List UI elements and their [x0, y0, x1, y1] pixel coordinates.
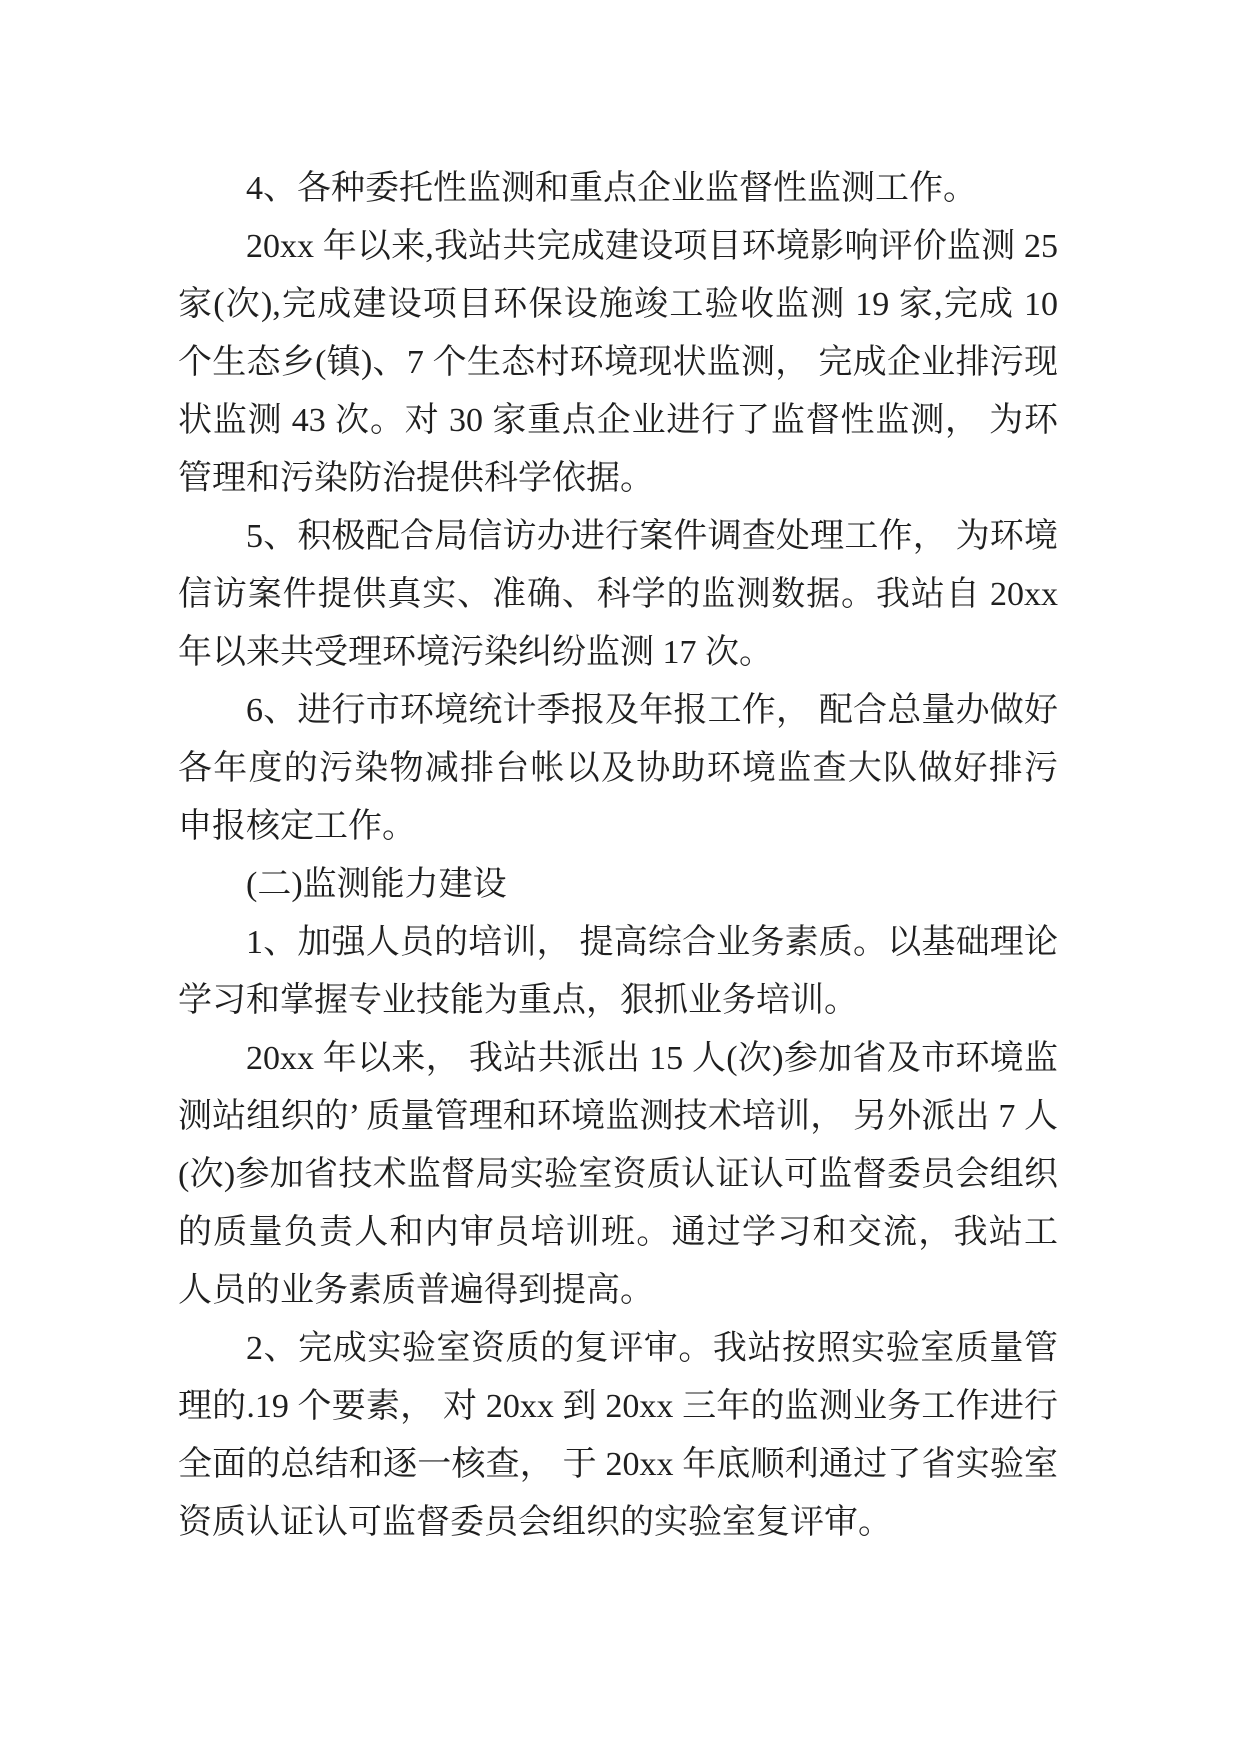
text-line: 管理和污染防治提供科学依据。: [178, 460, 654, 497]
text-line: 人员的业务素质普遍得到提高。: [178, 1272, 654, 1309]
text-line: 4、各种委托性监测和重点企业监督性监测工作。: [246, 170, 977, 207]
paragraph: [178, 1030, 1058, 1320]
text-line: 各年度的污染物减排台帐以及协助环境监查大队做好排污: [178, 750, 1058, 787]
text-line: 1、加强人员的培训， 提高综合业务素质。以基础理论: [246, 924, 1058, 961]
text-line: 年以来共受理环境污染纠纷监测 17 次。: [178, 634, 773, 671]
text-line: 学习和掌握专业技能为重点，狠抓业务培训。: [178, 982, 858, 1019]
document-text-content: [178, 160, 1058, 1552]
paragraph: [178, 160, 1058, 218]
text-line: 测站组织的’ 质量管理和环境监测技术培训， 另外派出 7 人: [178, 1098, 1058, 1135]
text-line: 的质量负责人和内审员培训班。通过学习和交流，我站工: [178, 1214, 1058, 1251]
text-line: 申报核定工作。: [178, 808, 416, 845]
text-line: 20xx 年以来， 我站共派出 15 人(次)参加省及市环境监: [246, 1040, 1058, 1077]
text-line: 资质认证认可监督委员会组织的实验室复评审。: [178, 1504, 892, 1541]
text-line: (次)参加省技术监督局实验室资质认证认可监督委员会组织: [178, 1156, 1058, 1193]
text-line: 家(次),完成建设项目环保设施竣工验收监测 19 家,完成 10: [178, 286, 1058, 323]
text-line: 5、积极配合局信访办进行案件调查处理工作， 为环境: [246, 518, 1058, 555]
text-line: 6、进行市环境统计季报及年报工作， 配合总量办做好: [246, 692, 1058, 729]
paragraph: [178, 1320, 1058, 1552]
text-line: 状监测 43 次。对 30 家重点企业进行了监督性监测， 为环: [178, 402, 1058, 439]
paragraph: [178, 856, 1058, 914]
text-line: 2、完成实验室资质的复评审。我站按照实验室质量管: [246, 1330, 1058, 1367]
text-line: 20xx 年以来,我站共完成建设项目环境影响评价监测 25: [246, 228, 1058, 265]
text-line: 信访案件提供真实、准确、科学的监测数据。我站自 20xx: [178, 576, 1058, 613]
text-line: 全面的总结和逐一核查， 于 20xx 年底顺利通过了省实验室: [178, 1446, 1058, 1483]
text-line: 个生态乡(镇)、7 个生态村环境现状监测， 完成企业排污现: [178, 344, 1058, 381]
text-line: (二)监测能力建设: [246, 866, 507, 903]
paragraph: [178, 914, 1058, 1030]
paragraph: [178, 508, 1058, 682]
paragraph: [178, 682, 1058, 856]
paragraph: [178, 218, 1058, 508]
text-line: 理的.19 个要素， 对 20xx 到 20xx 三年的监测业务工作进行: [178, 1388, 1058, 1425]
